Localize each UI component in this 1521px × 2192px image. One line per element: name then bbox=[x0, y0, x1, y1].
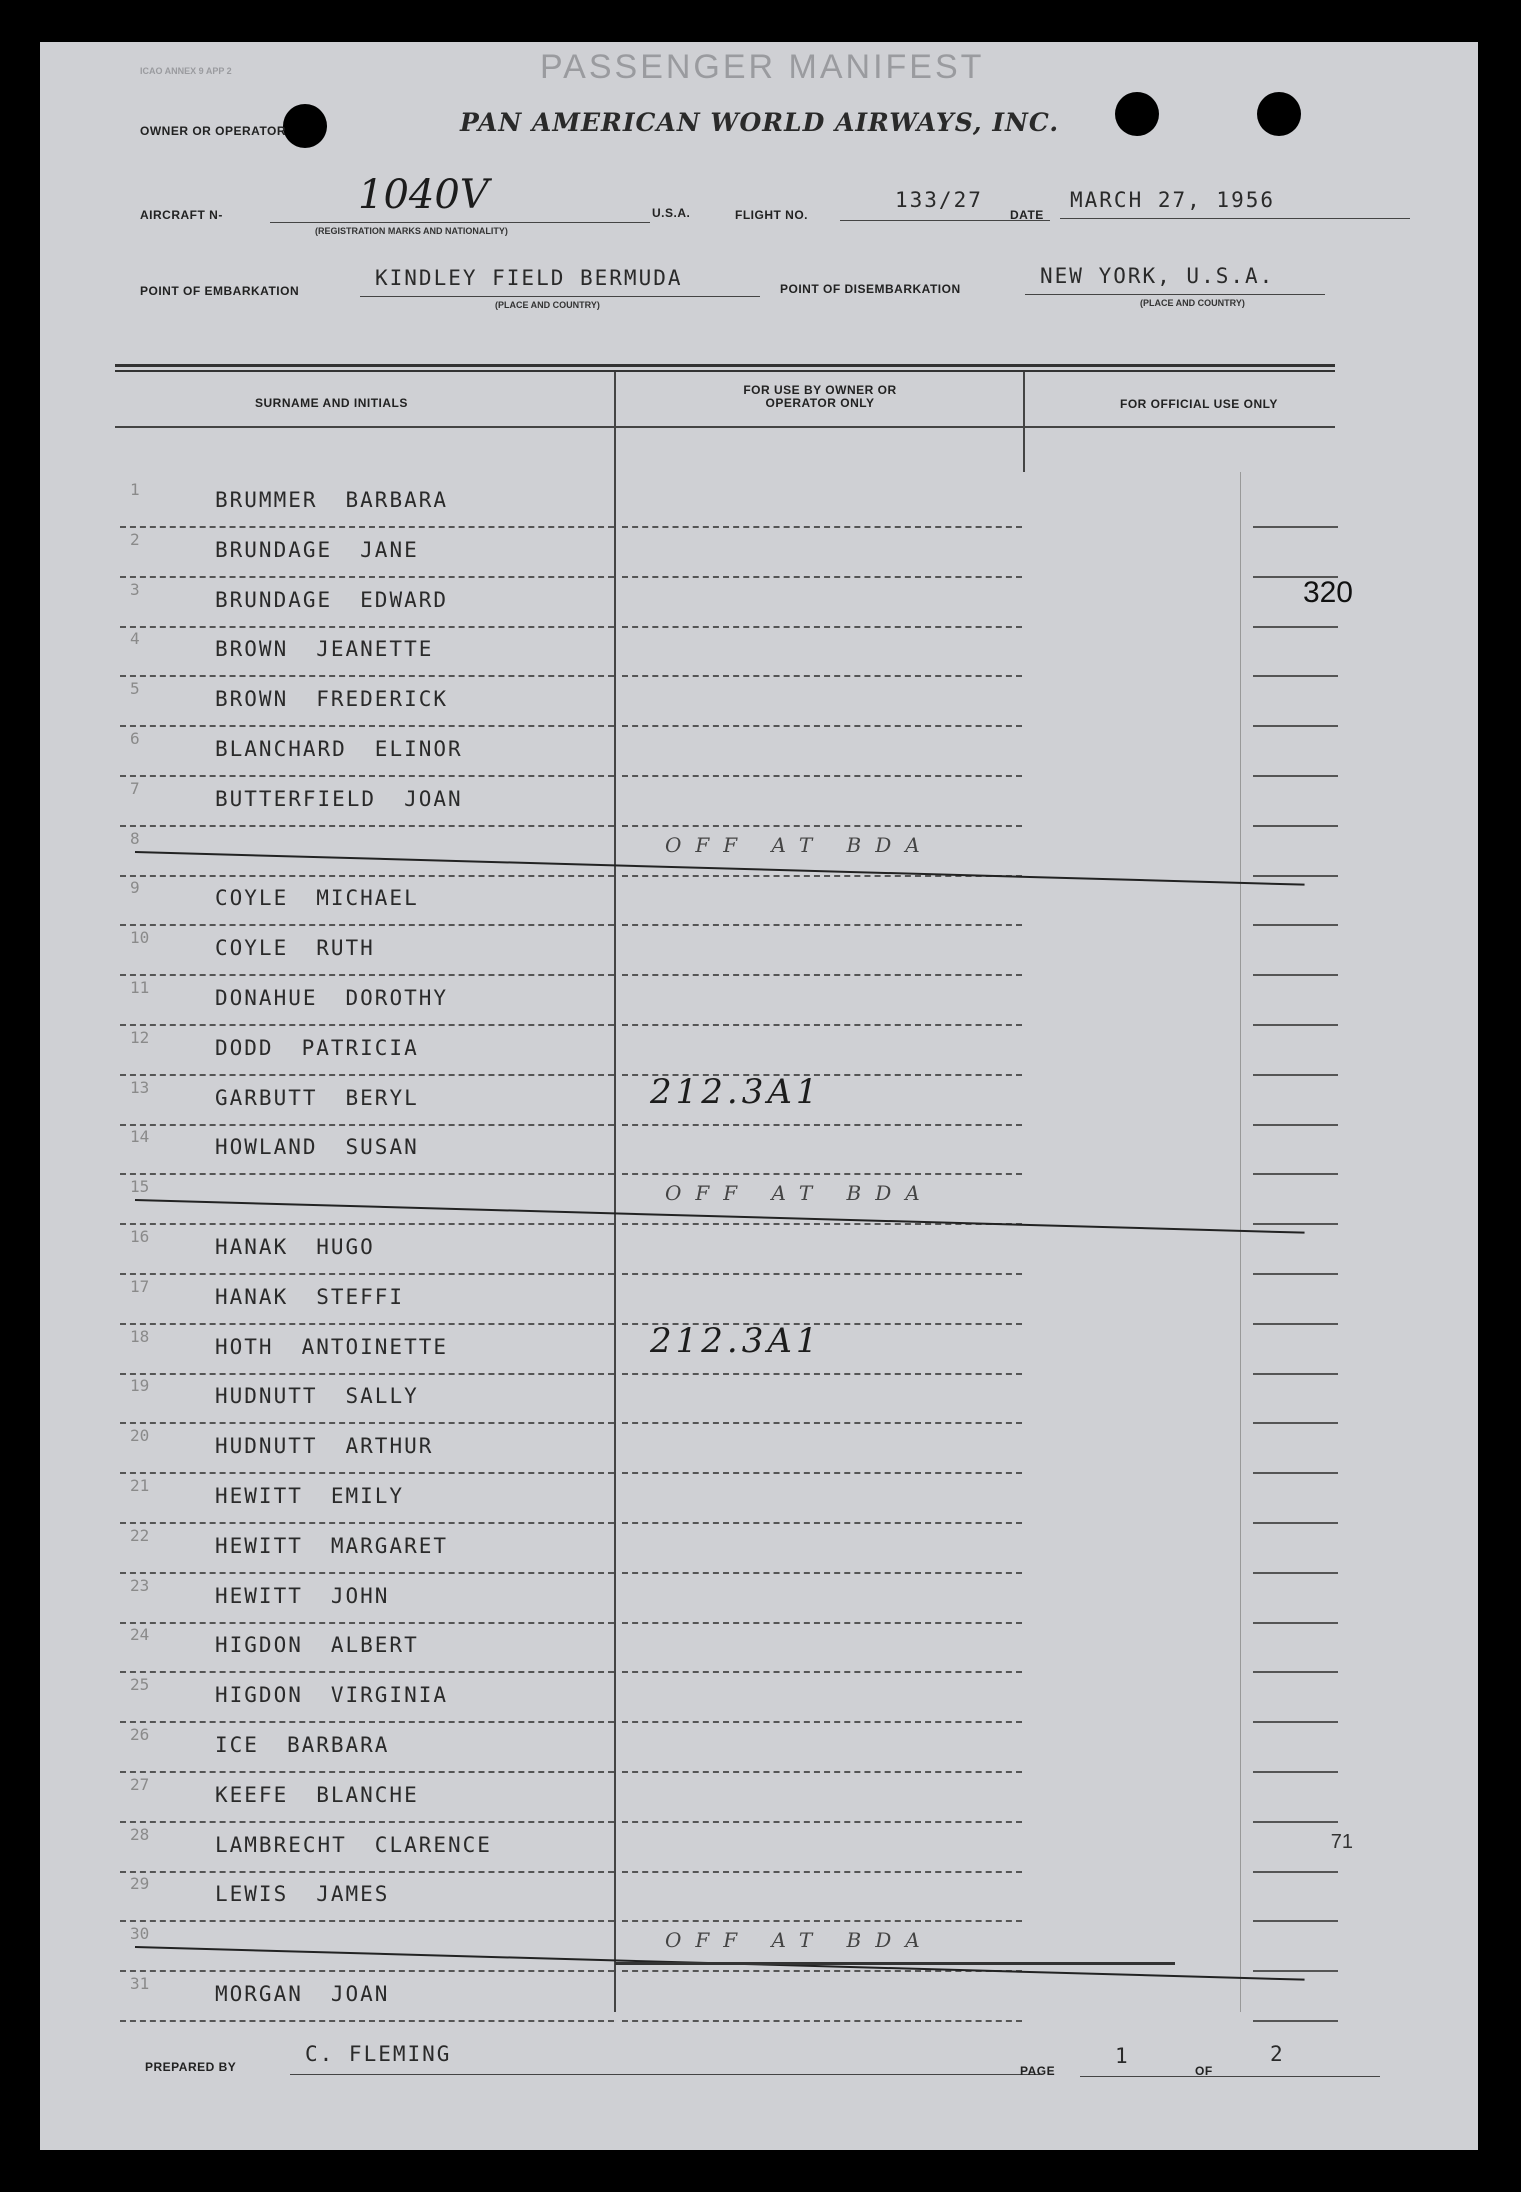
passenger-name bbox=[215, 637, 433, 661]
row-number: 30 bbox=[130, 1924, 150, 1943]
row-number: 9 bbox=[130, 878, 140, 897]
given-name: SALLY bbox=[345, 1384, 419, 1408]
given-name: HUGO bbox=[316, 1235, 375, 1259]
table-row bbox=[40, 1976, 1478, 2026]
row-rule bbox=[622, 924, 1022, 926]
flight-label: FLIGHT NO. bbox=[735, 208, 808, 222]
row-rule bbox=[120, 875, 614, 877]
passenger-name bbox=[215, 936, 375, 960]
table-row bbox=[40, 1229, 1478, 1279]
table-row bbox=[40, 1321, 1478, 1379]
passenger-name bbox=[215, 787, 463, 811]
table-row bbox=[40, 1876, 1478, 1926]
row-rule bbox=[622, 1472, 1022, 1474]
given-name: JOAN bbox=[330, 1982, 390, 2006]
prepared-label: PREPARED BY bbox=[145, 2060, 237, 2074]
passenger-name bbox=[215, 1086, 419, 1110]
row-rule bbox=[1253, 1124, 1338, 1126]
row-rule bbox=[120, 825, 614, 827]
row-number: 25 bbox=[130, 1675, 150, 1694]
surname: COYLE bbox=[215, 936, 289, 960]
row-rule bbox=[120, 974, 614, 976]
passenger-name bbox=[215, 1285, 404, 1309]
off-at-note: OFF AT BDA bbox=[665, 1928, 934, 1952]
row-rule bbox=[120, 1821, 614, 1823]
row-number: 8 bbox=[130, 829, 140, 848]
row-number: 23 bbox=[130, 1576, 150, 1595]
passenger-name bbox=[215, 1584, 389, 1608]
row-rule bbox=[120, 1273, 614, 1275]
given-name: ARTHUR bbox=[345, 1434, 434, 1458]
surname: COYLE bbox=[215, 886, 289, 910]
row-rule bbox=[120, 725, 614, 727]
date-label: DATE bbox=[1010, 208, 1044, 222]
row-rule bbox=[622, 1373, 1022, 1375]
row-number: 12 bbox=[130, 1028, 150, 1047]
aircraft-value: 1040V bbox=[358, 172, 489, 218]
row-rule bbox=[622, 1124, 1022, 1126]
surname: BROWN bbox=[215, 637, 289, 661]
col-name-header: SURNAME AND INITIALS bbox=[255, 396, 408, 410]
row-rule bbox=[120, 1173, 614, 1175]
row-rule bbox=[622, 825, 1022, 827]
embarkation-value: KINDLEY FIELD BERMUDA bbox=[375, 266, 683, 290]
surname: LEWIS bbox=[215, 1882, 289, 1906]
row-rule bbox=[1253, 2020, 1338, 2022]
row-rule bbox=[120, 1373, 614, 1375]
row-rule bbox=[622, 576, 1022, 578]
surname: HUDNUTT bbox=[215, 1434, 318, 1458]
embarkation-label: POINT OF EMBARKATION bbox=[140, 284, 300, 298]
passenger-name bbox=[215, 1484, 404, 1508]
row-number: 29 bbox=[130, 1874, 150, 1893]
disembarkation-value: NEW YORK, U.S.A. bbox=[1040, 264, 1275, 288]
row-number: 2 bbox=[130, 530, 140, 549]
passenger-name bbox=[215, 1982, 389, 2006]
row-rule bbox=[1253, 725, 1338, 727]
table-row bbox=[40, 482, 1478, 532]
owner-code: 212.3A1 bbox=[650, 1321, 822, 1361]
passenger-name bbox=[215, 1683, 448, 1707]
surname: HANAK bbox=[215, 1235, 289, 1259]
table-row bbox=[40, 1129, 1478, 1179]
struck-row bbox=[40, 1926, 1478, 1976]
row-rule bbox=[1253, 1422, 1338, 1424]
table-row bbox=[40, 880, 1478, 930]
row-rule bbox=[622, 1024, 1022, 1026]
punch-hole bbox=[1257, 92, 1301, 136]
given-name: PATRICIA bbox=[301, 1036, 419, 1060]
passenger-name bbox=[215, 1633, 419, 1657]
row-rule bbox=[1253, 1323, 1338, 1325]
registration-note: (REGISTRATION MARKS AND NATIONALITY) bbox=[315, 226, 508, 236]
passenger-name bbox=[215, 538, 419, 562]
row-number: 14 bbox=[130, 1127, 150, 1146]
faded-title: PASSENGER MANIFEST bbox=[540, 48, 985, 86]
row-number: 24 bbox=[130, 1625, 150, 1644]
surname: HEWITT bbox=[215, 1584, 303, 1608]
table-row bbox=[40, 1378, 1478, 1428]
page-value: 1 bbox=[1115, 2044, 1130, 2068]
row-rule bbox=[622, 1422, 1022, 1424]
row-rule bbox=[622, 1273, 1022, 1275]
table-row bbox=[40, 576, 1478, 632]
surname: HIGDON bbox=[215, 1683, 303, 1707]
surname: HOTH bbox=[215, 1335, 274, 1359]
given-name: MARGARET bbox=[330, 1534, 449, 1558]
passenger-name bbox=[215, 1833, 492, 1857]
passenger-name bbox=[215, 1733, 389, 1757]
row-rule bbox=[1253, 875, 1338, 877]
row-number: 4 bbox=[130, 629, 140, 648]
row-rule bbox=[622, 1821, 1022, 1823]
table-row bbox=[40, 731, 1478, 781]
place-note: (PLACE AND COUNTRY) bbox=[495, 300, 600, 310]
off-at-note: OFF AT BDA bbox=[665, 1181, 934, 1205]
surname: HUDNUTT bbox=[215, 1384, 318, 1408]
struck-row bbox=[40, 1179, 1478, 1229]
row-rule bbox=[120, 1472, 614, 1474]
row-rule bbox=[1253, 1970, 1338, 1972]
row-rule bbox=[1253, 1522, 1338, 1524]
struck-row bbox=[40, 831, 1478, 881]
table-row bbox=[40, 1578, 1478, 1628]
row-rule bbox=[622, 974, 1022, 976]
passenger-name bbox=[215, 1434, 433, 1458]
official-entry: 71 bbox=[1330, 1831, 1353, 1853]
row-number: 22 bbox=[130, 1526, 150, 1545]
surname: HOWLAND bbox=[215, 1135, 318, 1159]
row-rule bbox=[1253, 1671, 1338, 1673]
table-row bbox=[40, 532, 1478, 582]
table-row bbox=[40, 980, 1478, 1030]
surname: ICE bbox=[215, 1733, 259, 1757]
table-row bbox=[40, 930, 1478, 980]
row-rule bbox=[120, 1522, 614, 1524]
surname: KEEFE bbox=[215, 1783, 289, 1807]
given-name: SUSAN bbox=[345, 1135, 419, 1159]
row-rule bbox=[622, 775, 1022, 777]
row-number: 15 bbox=[130, 1177, 150, 1196]
row-rule bbox=[1253, 1273, 1338, 1275]
given-name: JAMES bbox=[316, 1882, 390, 1906]
given-name: MICHAEL bbox=[316, 886, 419, 910]
row-rule bbox=[622, 1173, 1022, 1175]
row-number: 31 bbox=[130, 1974, 150, 1993]
passenger-name bbox=[215, 1882, 389, 1906]
col-owner-header: FOR USE BY OWNER OR OPERATOR ONLY bbox=[743, 383, 897, 410]
table-row bbox=[40, 1827, 1478, 1877]
row-rule bbox=[622, 1522, 1022, 1524]
row-rule bbox=[1253, 1871, 1338, 1873]
given-name: ALBERT bbox=[330, 1633, 419, 1657]
row-rule bbox=[120, 1771, 614, 1773]
surname: HIGDON bbox=[215, 1633, 303, 1657]
given-name: BARBARA bbox=[345, 488, 449, 512]
given-name: FREDERICK bbox=[316, 687, 449, 711]
passenger-name bbox=[215, 737, 463, 761]
row-rule bbox=[1253, 1373, 1338, 1375]
row-rule bbox=[120, 1920, 614, 1922]
row-rule bbox=[622, 1771, 1022, 1773]
punch-hole bbox=[1115, 92, 1159, 136]
row-rule bbox=[120, 526, 614, 528]
row-rule bbox=[1253, 974, 1338, 976]
row-rule bbox=[120, 1572, 614, 1574]
row-rule bbox=[120, 675, 614, 677]
table-row bbox=[40, 1528, 1478, 1578]
surname: HEWITT bbox=[215, 1534, 303, 1558]
given-name: VIRGINIA bbox=[330, 1683, 449, 1707]
passenger-name bbox=[215, 588, 448, 612]
surname: HANAK bbox=[215, 1285, 289, 1309]
date-value: MARCH 27, 1956 bbox=[1070, 188, 1276, 212]
row-rule bbox=[622, 1721, 1022, 1723]
passenger-name bbox=[215, 1135, 419, 1159]
row-rule bbox=[622, 725, 1022, 727]
passenger-name bbox=[215, 986, 448, 1010]
table-row bbox=[40, 1677, 1478, 1727]
passenger-name bbox=[215, 1036, 419, 1060]
passenger-name bbox=[215, 1335, 448, 1359]
row-number: 5 bbox=[130, 679, 140, 698]
table-row bbox=[40, 1478, 1478, 1528]
given-name: BERYL bbox=[345, 1086, 419, 1110]
table-row bbox=[40, 1072, 1478, 1130]
airline-name: PAN AMERICAN WORLD AIRWAYS, INC. bbox=[460, 108, 1060, 137]
row-rule bbox=[120, 1721, 614, 1723]
row-rule bbox=[1253, 1572, 1338, 1574]
given-name: BARBARA bbox=[286, 1733, 390, 1757]
passenger-name bbox=[215, 1783, 419, 1807]
surname: BRUNDAGE bbox=[215, 538, 333, 562]
surname: BRUMMER bbox=[215, 488, 318, 512]
surname: BUTTERFIELD bbox=[215, 787, 377, 811]
row-rule bbox=[120, 775, 614, 777]
row-rule bbox=[1253, 1821, 1338, 1823]
row-rule bbox=[1253, 1223, 1338, 1225]
row-number: 18 bbox=[130, 1327, 150, 1346]
flight-number: 133/27 bbox=[895, 188, 983, 212]
row-number: 10 bbox=[130, 928, 150, 947]
off-at-note: OFF AT BDA bbox=[665, 833, 934, 857]
row-number: 7 bbox=[130, 779, 140, 798]
row-rule bbox=[622, 1920, 1022, 1922]
given-name: EMILY bbox=[330, 1484, 405, 1508]
row-rule bbox=[1253, 1173, 1338, 1175]
row-rule bbox=[120, 626, 614, 628]
row-rule bbox=[1253, 825, 1338, 827]
row-number: 3 bbox=[130, 580, 140, 599]
given-name: ANTOINETTE bbox=[301, 1335, 449, 1359]
of-value: 2 bbox=[1270, 2042, 1285, 2066]
row-rule bbox=[120, 1671, 614, 1673]
row-rule bbox=[622, 1572, 1022, 1574]
row-rule bbox=[1253, 1024, 1338, 1026]
given-name: JEANETTE bbox=[316, 637, 434, 661]
row-rule bbox=[1253, 1472, 1338, 1474]
row-rule bbox=[120, 1323, 614, 1325]
given-name: JANE bbox=[360, 538, 419, 562]
row-rule bbox=[120, 1970, 614, 1972]
table-row bbox=[40, 1777, 1478, 1827]
given-name: JOHN bbox=[330, 1584, 390, 1608]
given-name: JOAN bbox=[404, 787, 463, 811]
row-rule bbox=[120, 1223, 614, 1225]
row-rule bbox=[120, 1074, 614, 1076]
row-rule bbox=[622, 526, 1022, 528]
passenger-name bbox=[215, 687, 448, 711]
row-number: 6 bbox=[130, 729, 140, 748]
given-name: STEFFI bbox=[316, 1285, 405, 1309]
passenger-name bbox=[215, 886, 419, 910]
col-official-header: FOR OFFICIAL USE ONLY bbox=[1120, 397, 1278, 411]
table-row bbox=[40, 681, 1478, 731]
row-rule bbox=[1253, 526, 1338, 528]
place-note-2: (PLACE AND COUNTRY) bbox=[1140, 298, 1245, 308]
row-rule bbox=[120, 1622, 614, 1624]
surname: DONAHUE bbox=[215, 986, 318, 1010]
row-number: 1 bbox=[130, 480, 140, 499]
row-number: 16 bbox=[130, 1227, 150, 1246]
passenger-name bbox=[215, 488, 448, 512]
row-rule bbox=[1253, 1771, 1338, 1773]
given-name: DOROTHY bbox=[345, 986, 449, 1010]
given-name: CLARENCE bbox=[374, 1833, 492, 1857]
form-reference: ICAO ANNEX 9 APP 2 bbox=[140, 66, 232, 76]
row-rule bbox=[1253, 775, 1338, 777]
row-rule bbox=[120, 1422, 614, 1424]
row-number: 26 bbox=[130, 1725, 150, 1744]
surname: GARBUTT bbox=[215, 1086, 318, 1110]
row-rule bbox=[120, 1871, 614, 1873]
disembarkation-label: POINT OF DISEMBARKATION bbox=[780, 282, 961, 296]
given-name: ELINOR bbox=[374, 737, 463, 761]
given-name: EDWARD bbox=[360, 588, 449, 612]
passenger-name bbox=[215, 1534, 448, 1558]
row-rule bbox=[622, 1622, 1022, 1624]
table-row bbox=[40, 1428, 1478, 1478]
row-rule bbox=[1253, 675, 1338, 677]
surname: DODD bbox=[215, 1036, 274, 1060]
of-label: OF bbox=[1195, 2064, 1213, 2078]
row-rule bbox=[120, 1124, 614, 1126]
page-label: PAGE bbox=[1020, 2064, 1056, 2078]
surname: HEWITT bbox=[215, 1484, 303, 1508]
row-number: 27 bbox=[130, 1775, 150, 1794]
passenger-name bbox=[215, 1384, 419, 1408]
table-row bbox=[40, 631, 1478, 681]
row-rule bbox=[120, 576, 614, 578]
table-row bbox=[40, 1627, 1478, 1677]
surname: MORGAN bbox=[215, 1982, 303, 2006]
row-number: 11 bbox=[130, 978, 150, 997]
row-rule bbox=[1253, 1721, 1338, 1723]
aircraft-label: AIRCRAFT N- bbox=[140, 208, 223, 222]
row-number: 28 bbox=[130, 1825, 150, 1844]
prepared-value: C. FLEMING bbox=[305, 2042, 452, 2066]
row-rule bbox=[120, 2020, 614, 2022]
owner-code: 212.3A1 bbox=[650, 1072, 822, 1112]
row-number: 19 bbox=[130, 1376, 150, 1395]
row-number: 13 bbox=[130, 1078, 150, 1097]
row-rule bbox=[120, 1024, 614, 1026]
row-rule bbox=[622, 1671, 1022, 1673]
official-entry: 320 bbox=[1302, 576, 1353, 609]
row-number: 17 bbox=[130, 1277, 150, 1296]
row-rule bbox=[1253, 1074, 1338, 1076]
usa-label: U.S.A. bbox=[652, 206, 691, 220]
passenger-name bbox=[215, 1235, 375, 1259]
surname: BLANCHARD bbox=[215, 737, 347, 761]
row-number: 21 bbox=[130, 1476, 150, 1495]
row-rule bbox=[622, 2020, 1022, 2022]
row-rule bbox=[120, 924, 614, 926]
table-row bbox=[40, 1727, 1478, 1777]
row-rule bbox=[622, 1871, 1022, 1873]
table-row bbox=[40, 781, 1478, 831]
row-number: 20 bbox=[130, 1426, 150, 1445]
row-rule bbox=[1253, 1920, 1338, 1922]
given-name: RUTH bbox=[316, 936, 375, 960]
surname: BROWN bbox=[215, 687, 289, 711]
given-name: BLANCHE bbox=[316, 1783, 419, 1807]
punch-hole bbox=[283, 104, 327, 148]
surname: LAMBRECHT bbox=[215, 1833, 347, 1857]
row-rule bbox=[1253, 924, 1338, 926]
row-rule bbox=[622, 626, 1022, 628]
owner-label: OWNER OR OPERATOR bbox=[140, 124, 287, 138]
surname: BRUNDAGE bbox=[215, 588, 333, 612]
row-rule bbox=[622, 675, 1022, 677]
row-rule bbox=[1253, 626, 1338, 628]
row-rule bbox=[1253, 1622, 1338, 1624]
manifest-sheet bbox=[40, 42, 1478, 2150]
